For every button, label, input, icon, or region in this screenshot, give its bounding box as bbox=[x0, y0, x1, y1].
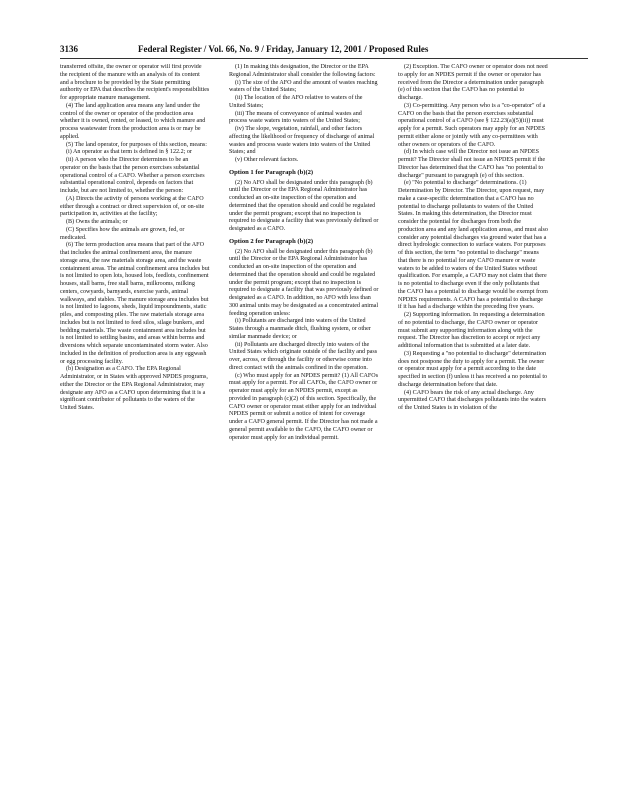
paragraph: (1) In making this designation, the Director or the EPA Regional Administrator shall consider the following factors: bbox=[229, 64, 376, 78]
paragraph: (d) In which case will the Director not issue an NPDES permit? The Director shall not issue an NPDES permit if the Director has determined that the CAFO has "no potential to discharge" pursuant to paragraph (e) of this section. bbox=[398, 149, 546, 179]
paragraph: (3) Co-permitting. Any person who is a "co-operator" of a CAFO on the basis that the person exercises substantial operational control of a CAFO (see § 122.23(a)(5)(ii)) must apply for a permit. Such operators may apply for an NPDES permit either alone or jointly with any co-permittees with other owners or operators of the CAFO. bbox=[398, 102, 546, 148]
paragraph: (4) The land application area means any land under the control of the owner or operator of the production area whether it is owned, rented, or leased, to which manure and process wastewater from the production area is or may be applied. bbox=[60, 102, 206, 140]
paragraph: (C) Specifies how the animals are grown, fed, or medicated. bbox=[60, 226, 185, 241]
paragraph: (iv) The slope, vegetation, rainfall, and other factors affecting the likelihood or frequency of discharge of animal wastes and process waste waters into waters of the United States; and bbox=[229, 126, 375, 156]
paragraph: (4) CAFO bears the risk of any actual discharge. Any unpermitted CAFO that discharges pollutants into the waters of the United States is in violation of the bbox=[398, 389, 546, 411]
paragraph: (iii) The means of conveyance of animal wastes and process waste waters into waters of the United States; bbox=[229, 110, 362, 125]
publication-title: Federal Register / Vol. 66, No. 9 / Friday, January 12, 2001 / Proposed Rules bbox=[138, 44, 429, 54]
paragraph: (2) No AFO shall be designated under this paragraph (b) until the Director or the EPA Regional Administrator has conducted an on-site inspection of the operation and determined that the operation should and could be regulated under the permit program; except that no inspection is required to designate a facility that was previously defined or designated as a CAFO. In addition, no AFO with less than 300 animal units may be designated as a concentrated animal feeding operation unless: bbox=[229, 248, 379, 317]
paragraph: (B) Owns the animals; or bbox=[66, 219, 128, 225]
section-heading: Option 1 for Paragraph (b)(2) bbox=[229, 168, 314, 176]
paragraph: (i) Pollutants are discharged into waters of the United States through a manmade ditch, flushing system, or other similar manmade device; or bbox=[229, 318, 371, 340]
header-rule bbox=[60, 58, 588, 59]
paragraph: (A) Directs the activity of persons working at the CAFO either through a contract or direct supervision of, or on-site participation in, activities at the facility; bbox=[60, 195, 205, 218]
paragraph: (e) "No potential to discharge" determinations. (1) Determination by Director. The Director, upon request, may make a case-specific determination that a CAFO has no potential to discharge pollutants to waters of the United States. In making this determination, the Director must consider the potential for discharges from both the production area and any land application areas, and must also consider any potential discharges via ground water that has a direct hydrologic connection to surface waters. For purposes of this section, the term "no potential to discharge" means that there is no potential for any CAFO manure or waste waters to be added to waters of the United States without qualification. For example, a CAFO may not claim that there is no potential to discharge even if the only pollutants that the CAFO has a potential to discharge would be exempt from NPDES requirements. A CAFO has a potential to discharge if it has had a discharge within the preceding five years. bbox=[398, 180, 548, 311]
text-column-3 bbox=[398, 64, 548, 770]
section-heading: Option 2 for Paragraph (b)(2) bbox=[229, 237, 314, 245]
paragraph: (5) The land operator, for purposes of this section, means: bbox=[66, 141, 207, 148]
text-column-1 bbox=[60, 64, 210, 770]
paragraph: (2) No AFO shall be designated under this paragraph (b) until the Director or the EPA Regional Administrator has conducted an on-site inspection of the operation and determined that the operation should and could be regulated under the permit program; except that no inspection is required to designate a facility that was previously defined or designated as a CAFO. bbox=[229, 179, 379, 232]
paragraph: (i) The size of the AFO and the amount of wastes reaching waters of the United States; bbox=[229, 79, 378, 94]
paragraph: (i) An operator as that term is defined in § 122.2; or bbox=[66, 149, 192, 156]
paragraph: (ii) The location of the AFO relative to waters of the United States; bbox=[229, 95, 363, 109]
paragraph: (6) The term production area means that part of the AFO that includes the animal confinement area, the manure storage area, the raw materials storage area, and the waste containment areas. The animal confinement area includes but is not limited to open lots, housed lots, feedlots, confinement houses, stall barns, free stall barns, milkrooms, milking centers, cowyards, barnyards, exercise yards, animal walkways, and stables. The manure storage area includes but is not limited to lagoons, sheds, liquid impoundments, static piles, and composting piles. The raw materials storage area includes but is not limited to feed silos, silage bunkers, and bedding materials. The waste containment area includes but is not limited to settling basins, and areas within berms and diversions which separate uncontaminated storm water. Also included in the definition of production area is any eggwash or egg processing facility. bbox=[60, 242, 210, 365]
page-number: 3136 bbox=[60, 44, 78, 54]
paragraph: (3) Requesting a "no potential to discharge" determination does not postpone the duty to apply for a permit. The owner or operator must apply for a permit according to the date specified in section (f) unless it has received a no potential to discharge determination before that date. bbox=[398, 350, 548, 388]
paragraph: (2) Exception. The CAFO owner or operator does not need to apply for an NPDES permit if the owner or operator has received from the Director a determination under paragraph (e) of this section that the CAFO has no potential to discharge. bbox=[398, 64, 548, 101]
paragraph: (ii) Pollutants are discharged directly into waters of the United States which originate outside of the facility and pass over, across, or through the facility or otherwise come into direct contact with the animals confined in the operation. bbox=[229, 341, 378, 371]
page-header bbox=[60, 44, 588, 58]
paragraph: (c) Who must apply for an NPDES permit? (1) All CAFOs must apply for a permit. For all CAFOs, the CAFO owner or operator must apply for an NPDES permit, except as provided in paragraph (c)(2) of this section. Specifically, the CAFO owner or operator must either apply for an individual NPDES permit or submit a notice of intent for coverage under a CAFO general permit. If the Director has not made a general permit available to the CAFO, the CAFO owner or operator must apply for an individual permit. bbox=[229, 372, 379, 441]
text-column-2 bbox=[229, 64, 379, 770]
paragraph: transferred offsite, the owner or operator will first provide the recipient of the manure with an analysis of its content and a brochure to be provided by the State permitting authority or EPA that describes the recipient's responsibilities for appropriate manure management. bbox=[60, 64, 210, 101]
paragraph: (v) Other relevant factors. bbox=[235, 157, 299, 163]
paragraph: (ii) A person who the Director determines to be an operator on the basis that the person exercises substantial operational control of a CAFO. Whether a person exercises substantial operational control, depends on factors that include, but are not limited to, whether the person: bbox=[60, 157, 205, 194]
paragraph: (2) Supporting information. In requesting a determination of no potential to discharge, the CAFO owner or operator must submit any supporting information along with the request. The Director has discretion to accept or reject any additional information that is submitted at a later date. bbox=[398, 312, 545, 349]
paragraph: (b) Designation as a CAFO. The EPA Regional Administrator, or in States with approved NPDES programs, either the Director or the EPA Regional Administrator, may designate any AFO as a CAFO upon determining that it is a significant contributor of pollutants to the waters of the United States. bbox=[60, 366, 208, 411]
